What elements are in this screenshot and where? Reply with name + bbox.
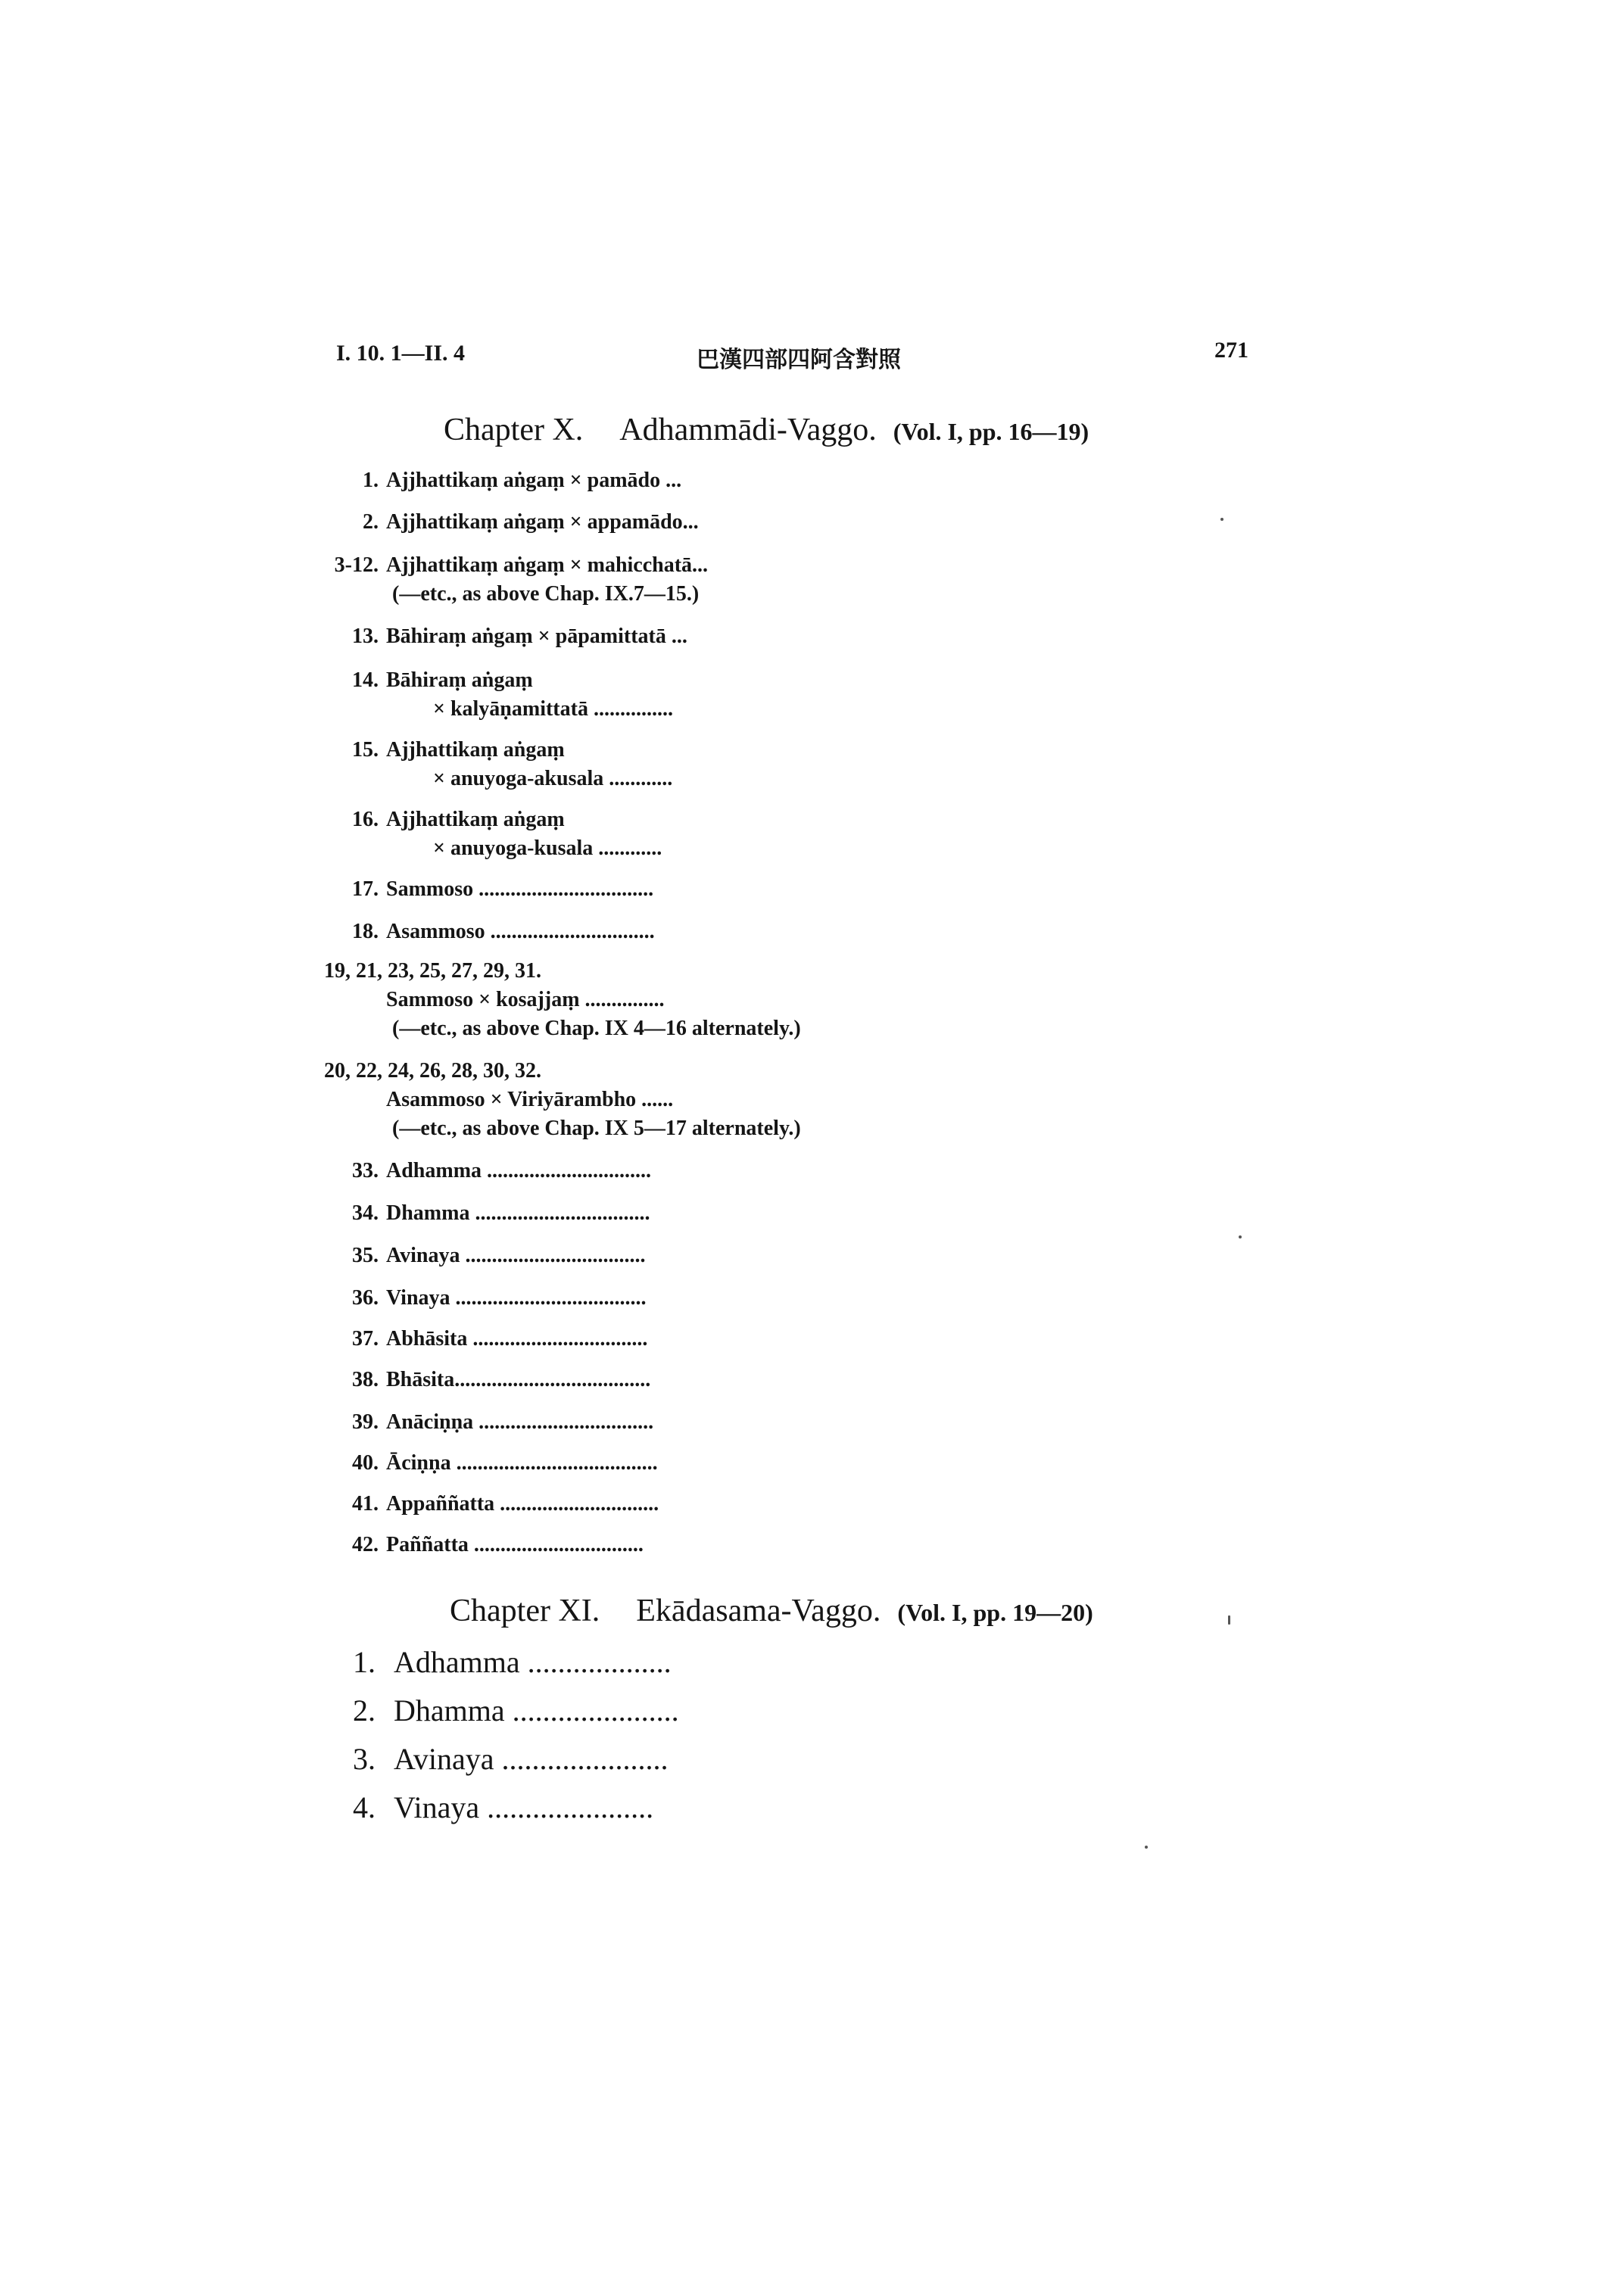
entry-number: 1. bbox=[353, 1645, 376, 1679]
entry-number: 35. bbox=[352, 1244, 379, 1267]
scan-speck bbox=[1145, 1846, 1148, 1849]
entry-text: Dhamma ...................... bbox=[394, 1693, 679, 1728]
header-left: I. 10. 1—II. 4 bbox=[336, 341, 466, 366]
entry-number: 3-12. bbox=[334, 553, 379, 577]
scan-speck bbox=[1220, 518, 1223, 521]
entry-number: 2. bbox=[363, 510, 379, 534]
chapter-xi-label: Chapter XI. bbox=[450, 1594, 600, 1628]
scan-speck bbox=[1228, 1615, 1230, 1625]
chapter-x-heading bbox=[444, 412, 1089, 448]
chapter-x-ref: (Vol. I, pp. 16—19) bbox=[893, 418, 1089, 445]
entry-text: Avinaya ...................... bbox=[394, 1742, 669, 1776]
entry-text: Adhamma ................... bbox=[394, 1645, 672, 1679]
entry-continuation: (—etc., as above Chap. IX 5—17 alternately.) bbox=[392, 1117, 801, 1140]
entry-number: 38. bbox=[352, 1368, 379, 1391]
entry-text: Sammoso × kosajjaṃ ............... bbox=[386, 988, 665, 1011]
chapter-x-title: Adhammādi-Vaggo. bbox=[619, 413, 877, 447]
entry-number: 3. bbox=[353, 1742, 376, 1776]
entry-number: 19, 21, 23, 25, 27, 29, 31. bbox=[324, 959, 541, 983]
entry-number: 37. bbox=[352, 1327, 379, 1351]
entry-text: Anāciṇṇa ................................. bbox=[386, 1410, 654, 1434]
entry-text: Ajjhattikaṃ aṅgaṃ × pamādo ... bbox=[386, 469, 682, 492]
entry-continuation: × anuyoga-kusala ............ bbox=[433, 837, 662, 860]
entry-number: 34. bbox=[352, 1201, 379, 1225]
entry-text: Avinaya .................................. bbox=[386, 1244, 646, 1267]
entry-text: Ajjhattikaṃ aṅgaṃ × mahicchatā... bbox=[386, 553, 709, 577]
entry-number: 16. bbox=[352, 808, 379, 831]
entry-continuation: × kalyāṇamittatā ............... bbox=[433, 697, 673, 721]
entry-text: Ajjhattikaṃ aṅgaṃ bbox=[386, 738, 565, 762]
entry-text: Asammoso × Viriyārambho ...... bbox=[386, 1088, 674, 1111]
entry-continuation: (—etc., as above Chap. IX 4—16 alternately.) bbox=[392, 1017, 801, 1040]
entry-text: Sammoso ................................. bbox=[386, 877, 654, 901]
entry-number: 40. bbox=[352, 1451, 379, 1475]
entry-number: 36. bbox=[352, 1286, 379, 1310]
entry-number: 1. bbox=[363, 469, 379, 492]
entry-text: Appaññatta .............................. bbox=[386, 1492, 659, 1516]
chapter-x-label: Chapter X. bbox=[444, 413, 584, 447]
chapter-xi-ref: (Vol. I, pp. 19—20) bbox=[897, 1599, 1093, 1626]
entry-number: 14. bbox=[352, 668, 379, 692]
entry-text: Asammoso ............................... bbox=[386, 920, 655, 943]
entry-number: 15. bbox=[352, 738, 379, 762]
entry-text: Abhāsita ................................. bbox=[386, 1327, 648, 1351]
entry-text: Vinaya ...................... bbox=[394, 1790, 654, 1824]
entry-continuation: (—etc., as above Chap. IX.7—15.) bbox=[392, 582, 700, 606]
entry-number: 13. bbox=[352, 625, 379, 648]
entry-number: 20, 22, 24, 26, 28, 30, 32. bbox=[324, 1059, 541, 1083]
entry-number: 42. bbox=[352, 1533, 379, 1556]
entry-number: 17. bbox=[352, 877, 379, 901]
entry-text: Paññatta ................................ bbox=[386, 1533, 644, 1556]
entry-number: 33. bbox=[352, 1159, 379, 1182]
entry-text: Ajjhattikaṃ aṅgaṃ × appamādo... bbox=[386, 510, 699, 534]
entry-continuation: × anuyoga-akusala ............ bbox=[433, 767, 673, 790]
entry-text: Āciṇṇa ...................................... bbox=[386, 1451, 658, 1475]
entry-number: 41. bbox=[352, 1492, 379, 1516]
entry-number: 4. bbox=[353, 1790, 376, 1824]
chapter-xi-heading bbox=[450, 1593, 1093, 1629]
scan-speck bbox=[1239, 1235, 1242, 1238]
entry-text: Adhamma ............................... bbox=[386, 1159, 652, 1182]
entry-text: Bāhiraṃ aṅgaṃ × pāpamittatā ... bbox=[386, 625, 687, 648]
entry-number: 2. bbox=[353, 1693, 376, 1728]
entry-number: 18. bbox=[352, 920, 379, 943]
entry-text: Dhamma ................................. bbox=[386, 1201, 650, 1225]
entry-text: Vinaya .................................... bbox=[386, 1286, 647, 1310]
entry-text: Bāhiraṃ aṅgaṃ bbox=[386, 668, 533, 692]
entry-text: Ajjhattikaṃ aṅgaṃ bbox=[386, 808, 565, 831]
page-number: 271 bbox=[1214, 338, 1248, 363]
entry-text: Bhāsita..................................... bbox=[386, 1368, 651, 1391]
header-center: 巴漢四部四阿含對照 bbox=[697, 347, 901, 373]
entry-number: 39. bbox=[352, 1410, 379, 1434]
chapter-xi-title: Ekādasama-Vaggo. bbox=[636, 1594, 881, 1628]
